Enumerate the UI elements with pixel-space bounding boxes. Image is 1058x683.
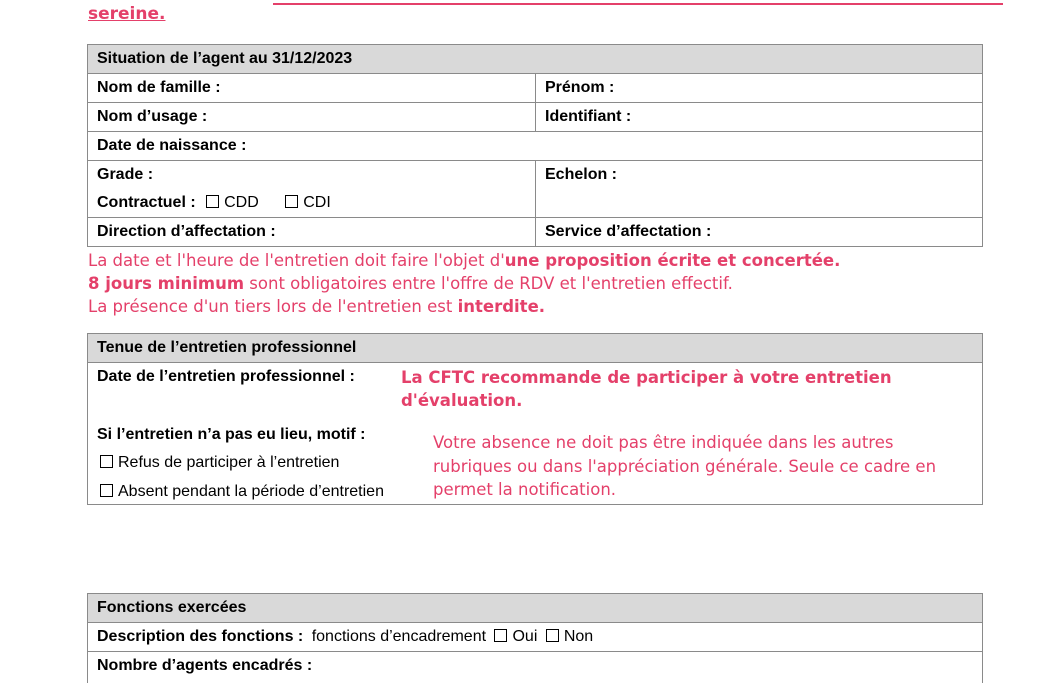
contractuel-row <box>97 189 535 217</box>
oui-checkbox[interactable] <box>494 629 507 642</box>
situation-table <box>87 44 983 247</box>
table-row <box>88 623 982 652</box>
echelon-label: Echelon : <box>545 166 618 183</box>
identifiant-label: Identifiant : <box>545 108 632 125</box>
grade-label: Grade : <box>97 166 154 183</box>
direction-label: Direction d’affectation : <box>88 218 536 246</box>
table-row <box>88 161 982 218</box>
table-row <box>88 103 982 132</box>
rdv-note-line3: La présence d'un tiers lors de l'entretien est interdite. <box>88 297 546 316</box>
fonctions-header: Fonctions exercées <box>88 594 982 623</box>
nom-usage-label: Nom d’usage : <box>88 103 536 131</box>
motif-label: Si l’entretien n’a pas eu lieu, motif : <box>97 426 366 443</box>
cftc-note: La CFTC recommande de participer à votre entretien d'évaluation. <box>401 368 892 410</box>
situation-header: Situation de l’agent au 31/12/2023 <box>88 45 982 74</box>
absence-note: Votre absence ne doit pas être indiquée dans les autres rubriques ou dans l'appréciation générale. Seule ce cadre en permet la notification. <box>433 433 937 499</box>
rdv-note-line2: 8 jours minimum sont obligatoires entre l'offre de RDV et l'entretien effectif. <box>88 274 733 293</box>
cdd-label: CDD <box>224 194 259 211</box>
fonctions-table <box>87 593 983 683</box>
cdi-label: CDI <box>303 194 331 211</box>
top-note-underline <box>273 0 1003 5</box>
date-entretien-label: Date de l’entretien professionnel : <box>97 368 355 385</box>
rdv-note <box>88 249 840 318</box>
top-note <box>88 3 165 25</box>
non-checkbox[interactable] <box>546 629 559 642</box>
description-row <box>88 623 982 651</box>
table-row <box>88 652 982 680</box>
rdv-note-line1: La date et l'heure de l'entretien doit faire l'objet d'une proposition écrite et concertée. <box>88 251 841 270</box>
refus-checkbox[interactable] <box>100 455 113 468</box>
tenue-header: Tenue de l’entretien professionnel <box>88 334 982 363</box>
table-row <box>88 74 982 103</box>
absent-checkbox[interactable] <box>100 484 113 497</box>
oui-label: Oui <box>512 628 538 645</box>
description-label: Description des fonctions : <box>97 628 304 645</box>
encadrement-label: fonctions d’encadrement <box>311 628 487 645</box>
table-row <box>88 132 982 161</box>
top-note-text: sereine. <box>88 4 166 24</box>
prenom-label: Prénom : <box>545 79 615 96</box>
date-naissance-label: Date de naissance : <box>97 137 247 154</box>
tenue-table <box>87 333 983 505</box>
cdi-checkbox[interactable] <box>285 195 298 208</box>
absent-option: Absent pendant la période d’entretien <box>100 483 384 501</box>
contractuel-label: Contractuel : <box>97 194 196 211</box>
nom-famille-label: Nom de famille : <box>88 74 536 102</box>
non-label: Non <box>563 628 594 645</box>
service-label: Service d’affectation : <box>545 223 712 240</box>
table-row <box>88 218 982 246</box>
cdd-checkbox[interactable] <box>206 195 219 208</box>
refus-option: Refus de participer à l’entretien <box>100 454 339 472</box>
nombre-agents-label: Nombre d’agents encadrés : <box>97 657 313 674</box>
